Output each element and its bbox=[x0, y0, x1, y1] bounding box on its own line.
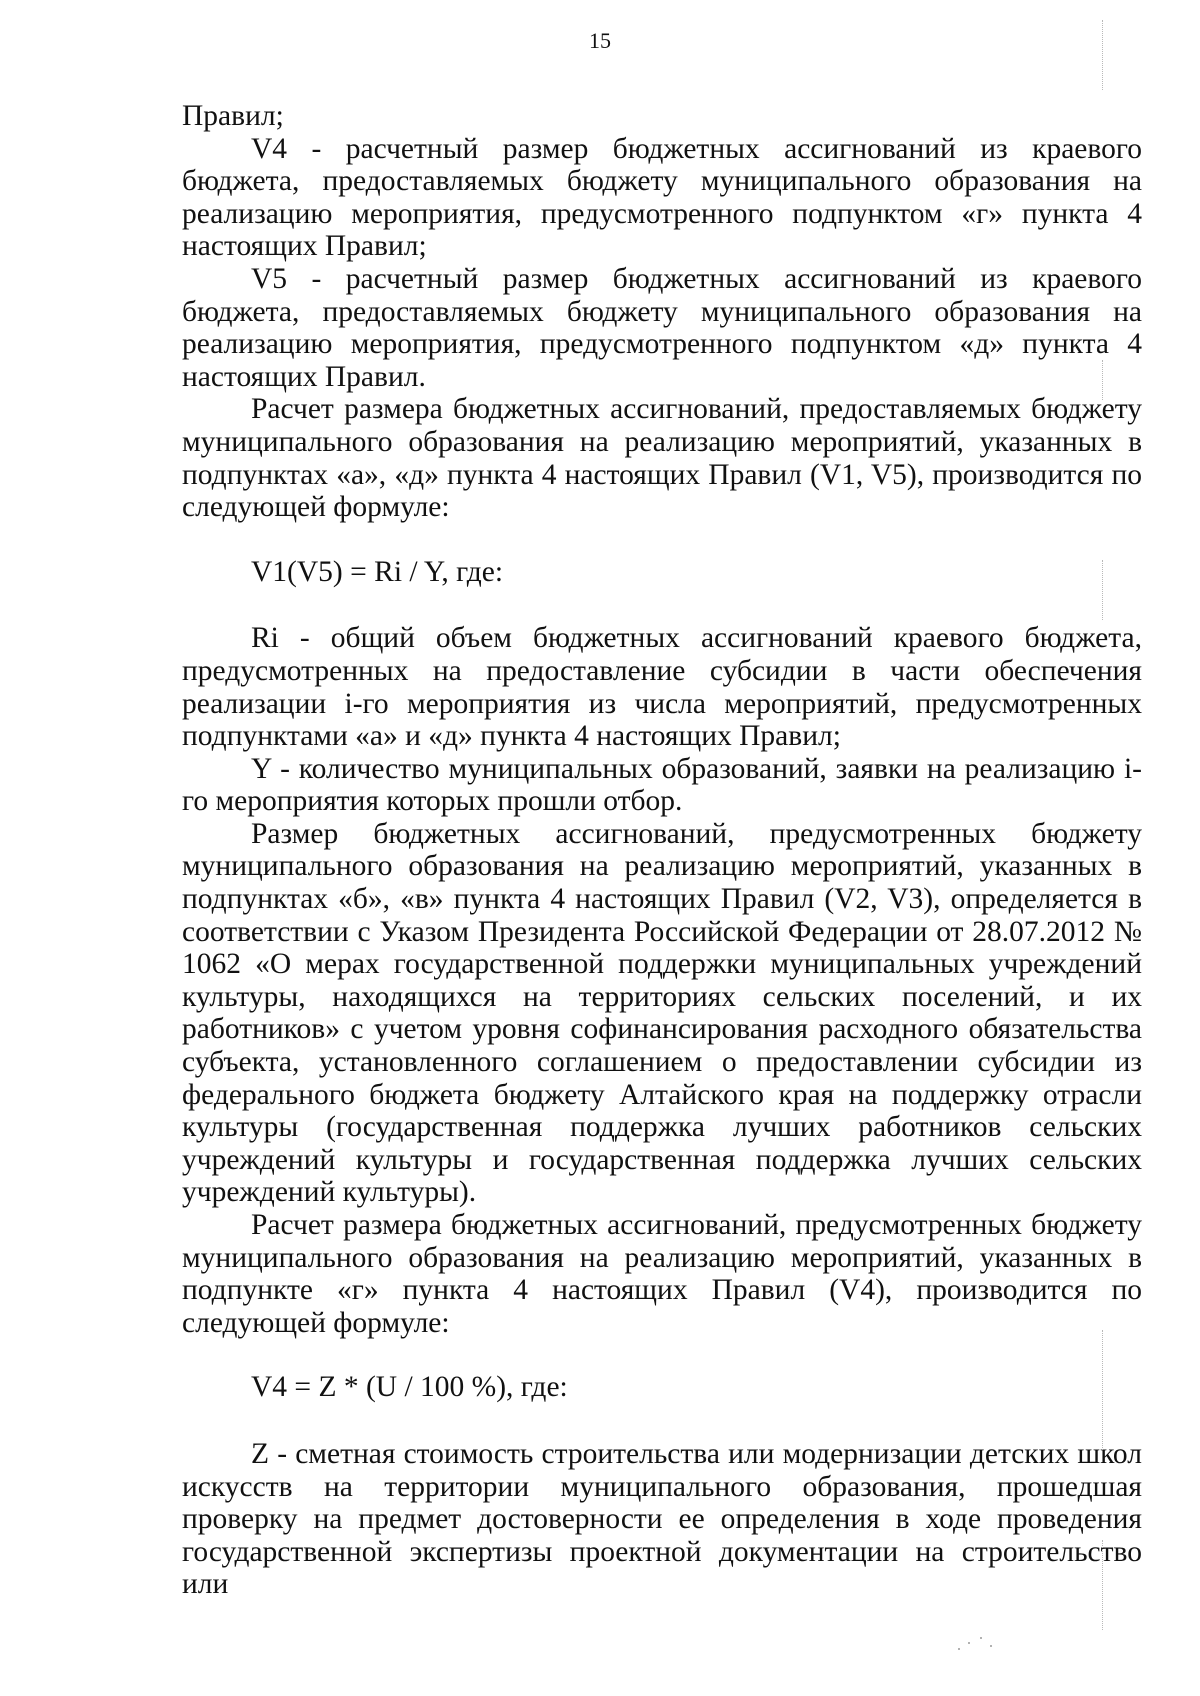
paragraph-calculation-v4: Расчет размера бюджетных ассигнований, предусмотренных бюджету муниципального образования на реализацию мероприятий, указанных в подпункте «г» пункта 4 настоящих Правил (V4), производится по следующей формуле: bbox=[182, 1209, 1142, 1339]
paragraph-v4-definition: V4 - расчетный размер бюджетных ассигнований из краевого бюджета, предоставляемых бюджету муниципального образования на реализацию мероприятия, предусмотренного подпунктом «г» пункта 4 настоящих Правил; bbox=[182, 132, 1142, 263]
scan-artifact-line bbox=[1102, 20, 1104, 90]
formula-v4: V4 = Z * (U / 100 %), где: bbox=[251, 1371, 568, 1404]
paragraph-ri-definition: Ri - общий объем бюджетных ассигнований краевого бюджета, предусмотренных на предоставление субсидии в части обеспечения реализации i-го мероприятия из числа мероприятий, предусмотренных подпунктами «а» и «д» пункта 4 настоящих Правил; bbox=[182, 622, 1142, 753]
document-body bbox=[182, 100, 1142, 1601]
paragraph-y-definition: Y - количество муниципальных образований, заявки на реализацию i-го мероприятия которых прошли отбор. bbox=[182, 752, 1142, 818]
paragraph-v5-definition: V5 - расчетный размер бюджетных ассигнований из краевого бюджета, предоставляемых бюджету муниципального образования на реализацию мероприятия, предусмотренного подпунктом «д» пункта 4 настоящих Правил. bbox=[182, 262, 1142, 393]
paragraph-z-definition: Z - сметная стоимость строительства или модернизации детских школ искусств на территории муниципального образования, прошедшая проверку на предмет достоверности ее определения в ходе проведения государственной экспертизы проектной документации на строительство или bbox=[182, 1437, 1142, 1601]
scan-artifact-line bbox=[1102, 1540, 1104, 1630]
paragraph-calculation-v1-v5: Расчет размера бюджетных ассигнований, предоставляемых бюджету муниципального образования на реализацию мероприятий, указанных в подпунктах «а», «д» пункта 4 настоящих Правил (V1, V5), производится по следующей формуле: bbox=[182, 393, 1142, 524]
scan-artifact-speck bbox=[980, 1637, 982, 1639]
page-number: 15 bbox=[589, 28, 611, 53]
formula-v1-v5: V1(V5) = Ri / Y, где: bbox=[251, 555, 504, 588]
scan-artifact-speck bbox=[990, 1645, 992, 1647]
scan-artifact-line bbox=[1102, 1330, 1104, 1450]
scan-artifact-line bbox=[1102, 560, 1104, 620]
scan-artifact-speck bbox=[958, 1648, 960, 1650]
paragraph-v2-v3-size: Размер бюджетных ассигнований, предусмотренных бюджету муниципального образования на реализацию мероприятий, указанных в подпунктах «б», «в» пункта 4 настоящих Правил (V2, V3), определяется в соответствии с Указом Президента Российской Федерации от 28.07.2012 № 1062 «О мерах государственной поддержки муниципальных учреждений культуры, находящихся на территориях сельских поселений, и их работников» с учетом уровня софинансирования расходного обязательства субъекта, установленного соглашением о предоставлении субсидии из федерального бюджета бюджету Алтайского края на поддержку отрасли культуры (государственная поддержка лучших работников сельских учреждений культуры и государственная поддержка лучших сельских учреждений культуры). bbox=[182, 817, 1142, 1209]
paragraph-continuation: Правил; bbox=[182, 100, 284, 132]
scan-artifact-line bbox=[1102, 360, 1104, 400]
scan-artifact-speck bbox=[968, 1642, 970, 1644]
